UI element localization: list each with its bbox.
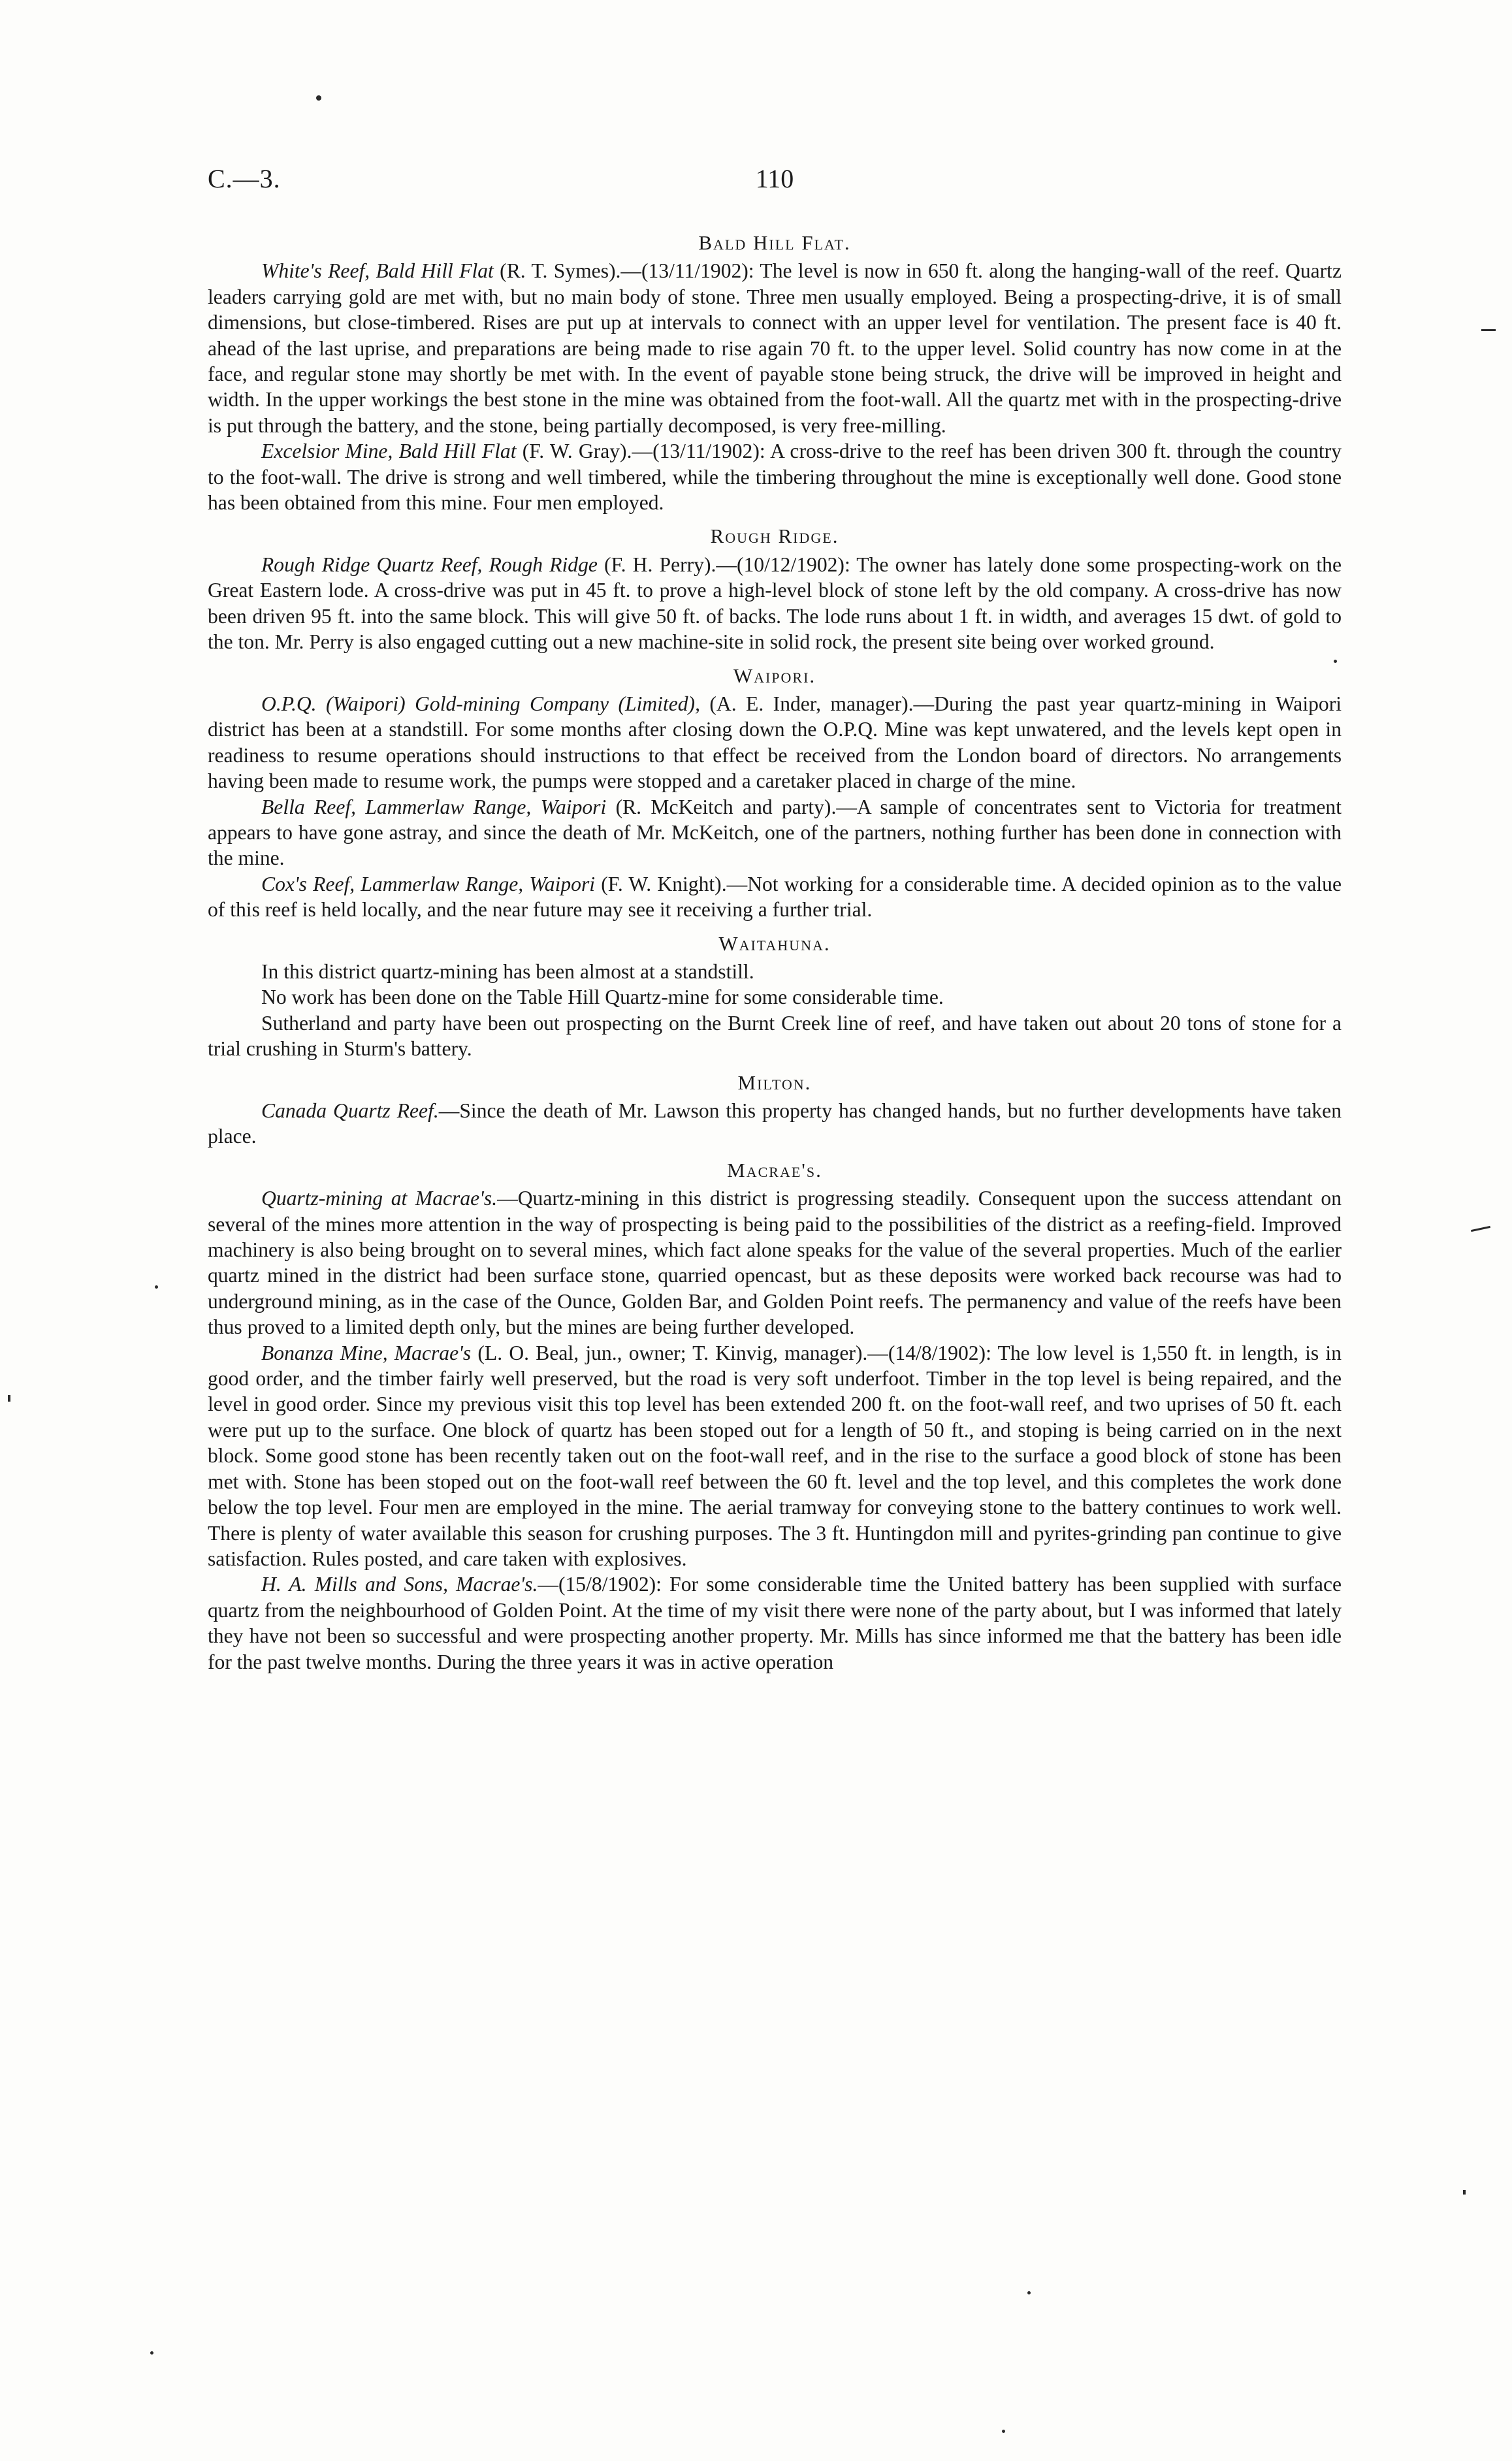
paragraph-lead: Excelsior Mine, Bald Hill Flat [261,440,517,463]
page-number: 110 [755,164,794,193]
paragraph-lead: Cox's Reef, Lammerlaw Range, Waipori [261,872,596,895]
scan-speck [1463,2190,1466,2195]
margin-mark [1471,1226,1490,1232]
paragraph-text: —Since the death of Mr. Lawson this property has changed hands, but no further developments have taken place. [208,1099,1342,1148]
report-paragraph-rough-ridge-reef [208,552,1342,655]
section-heading-milton: Milton. [737,1070,812,1094]
paragraph-text: (F. H. Perry).—(10/12/1902): The owner has lately done some prospecting-work on the Great Eastern lode. A cross-drive was put in 45 ft. to prove a high-level block of stone left by the old company. A cross-drive has now been driven 95 ft. into the same block. This will give 50 ft. of backs. The lode runs about 1 ft. in width, and averages 15 dwt. of gold to the ton. Mr. Perry is also engaged cutting out a new machine-site in solid rock, the present site being over worked ground. [208,553,1342,654]
paragraph-lead: O.P.Q. (Waipori) Gold-mining Company (Limited), [261,692,700,715]
report-paragraph-mills-and-sons [208,1571,1342,1675]
scan-speck [1027,2291,1031,2294]
section-heading-macraes: Macrae's. [727,1158,822,1182]
report-paragraph-waitahuna-standstill [208,959,1342,984]
paragraph-text: —(15/8/1902): For some considerable time the United battery has been supplied with surface quartz from the neighbourhood of Golden Point. At the time of my visit there were none of the party about, but I was informed that lately they have not been so successful and were prospecting another property. Mr. Mills has since informed me that the battery has been idle for the past twelve months. During the three years it was in active operation [208,1573,1342,1673]
scan-speck [316,95,321,101]
section-heading-waitahuna: Waitahuna. [718,931,831,955]
paragraph-text: No work has been done on the Table Hill Quartz-mine for some considerable time. [261,986,944,1009]
report-paragraph-opq-company [208,691,1342,794]
report-paragraph-whites-reef [208,258,1342,438]
paragraph-lead: White's Reef, Bald Hill Flat [261,259,494,283]
scan-speck [8,1395,10,1402]
report-paragraph-bella-reef [208,794,1342,871]
report-paragraph-coxs-reef [208,871,1342,923]
report-paragraph-bonanza-mine [208,1340,1342,1572]
report-paragraph-quartz-mining-macraes [208,1185,1342,1340]
report-paragraph-excelsior-mine [208,438,1342,515]
paragraph-text: (R. T. Symes).—(13/11/1902): The level is now in 650 ft. along the hanging-wall of the reef. Quartz leaders carrying gold are met with, but no main body of stone. Three men usually employed. Being a prospecting-drive, it is of small dimensions, but close-timbered. Rises are put up at intervals to connect with an upper level for ventilation. The present face is 40 ft. ahead of the last uprise, and preparations are being made to rise again 70 ft. to the upper level. Solid country has now come in at the face, and regular stone may shortly be met with. In the event of payable stone being struck, the drive will be improved in height and width. In the upper workings the best stone in the mine was obtained from the foot-wall. All the quartz met with in the prospecting-drive is put through the battery, and the stone, being partially decomposed, is very free-milling. [208,259,1342,437]
paragraph-text: (A. E. Inder, manager).—During the past year quartz-mining in Waipori district has been at a standstill. For some months after closing down the O.P.Q. Mine was kept unwatered, and the levels kept open in readiness to resume operations should instructions to that effect be received from the London board of directors. No arrangements having been made to resume work, the pumps were stopped and a caretaker placed in charge of the mine. [208,692,1342,793]
paragraph-lead: Quartz-mining at Macrae's. [261,1187,498,1210]
paragraph-text: (L. O. Beal, jun., owner; T. Kinvig, manager).—(14/8/1902): The low level is 1,550 ft. in length, is in good order, and the timber fairly well preserved, but the road is very soft underfoot. Timber in the top level is being repaired, and the level in good order. Since my previous visit this top level has been extended 200 ft. on the foot-wall reef, and two uprises of 50 ft. each were put up to the surface. One block of quartz has been stoped out for a length of 50 ft., and stoping is being carried on in the next block. Some good stone has been recently taken out on the foot-wall reef, and in the rise to the surface a good block of stone has been met with. Stone has been stoped out on the foot-wall reef between the 60 ft. level and the top level, and this completes the work done below the top level. Four men are employed in the mine. The aerial tramway for conveying stone to the battery continues to work well. There is plenty of water available this season for crushing purposes. The 3 ft. Huntingdon mill and pyrites-grinding pan continue to give satisfaction. Rules posted, and care taken with explosives. [208,1341,1342,1570]
report-paragraph-sutherland-party [208,1010,1342,1062]
paragraph-lead: Rough Ridge Quartz Reef, Rough Ridge [261,553,598,576]
scan-speck [1002,2430,1005,2433]
paragraph-lead: Bella Reef, Lammerlaw Range, Waipori [261,795,607,818]
page-header [208,163,1342,202]
paragraph-text: (R. McKeitch and party).—A sample of concentrates sent to Victoria for treatment appears to have gone astray, and since the death of Mr. McKeitch, one of the partners, nothing further has been done in connection with the mine. [208,795,1342,870]
paragraph-lead: Canada Quartz Reef. [261,1099,439,1122]
paragraph-lead: H. A. Mills and Sons, Macrae's. [261,1573,538,1596]
paragraph-text: —Quartz-mining in this district is progressing steadily. Consequent upon the success attendant on several of the mines more attention in the way of prospecting is being paid to the possibilities of the district as a reefing-field. Improved machinery is also being brought on to several mines, which fact alone speaks for the value of the several properties. Much of the earlier quartz mined in the district had been surface stone, quarried opencast, but as these deposits were worked back recourse was had to underground mining, as in the case of the Ounce, Golden Bar, and Golden Point reefs. The permanency and value of the reefs have been thus proved to a limited depth only, but the mines are being further developed. [208,1187,1342,1339]
paragraph-text: Sutherland and party have been out prospecting on the Burnt Creek line of reef, and have taken out about 20 tons of stone for a trial crushing in Sturm's battery. [208,1011,1342,1061]
document-reference: C.—3. [208,164,281,193]
scan-speck [1334,660,1337,663]
paragraph-text: (F. W. Gray).—(13/11/1902): A cross-drive to the reef has been driven 300 ft. through the country to the foot-wall. The drive is strong and well timbered, while the timbering throughout the mine is exceptionally well done. Good stone has been obtained from this mine. Four men employed. [208,440,1342,515]
report-paragraph-canada-reef [208,1098,1342,1150]
section-heading-rough-ridge: Rough Ridge. [710,524,839,548]
section-heading-bald-hill-flat: Bald Hill Flat. [698,231,851,254]
report-body [208,230,1342,1675]
scan-speck [150,2351,153,2355]
scan-speck [155,1285,158,1289]
paragraph-text: (F. W. Knight).—Not working for a considerable time. A decided opinion as to the value of this reef is held locally, and the near future may see it receiving a further trial. [208,872,1342,922]
margin-mark [1481,329,1496,331]
paragraph-lead: Bonanza Mine, Macrae's [261,1341,472,1364]
paragraph-text: In this district quartz-mining has been almost at a standstill. [261,959,754,983]
section-heading-waipori: Waipori. [733,664,816,687]
report-paragraph-table-hill [208,984,1342,1010]
